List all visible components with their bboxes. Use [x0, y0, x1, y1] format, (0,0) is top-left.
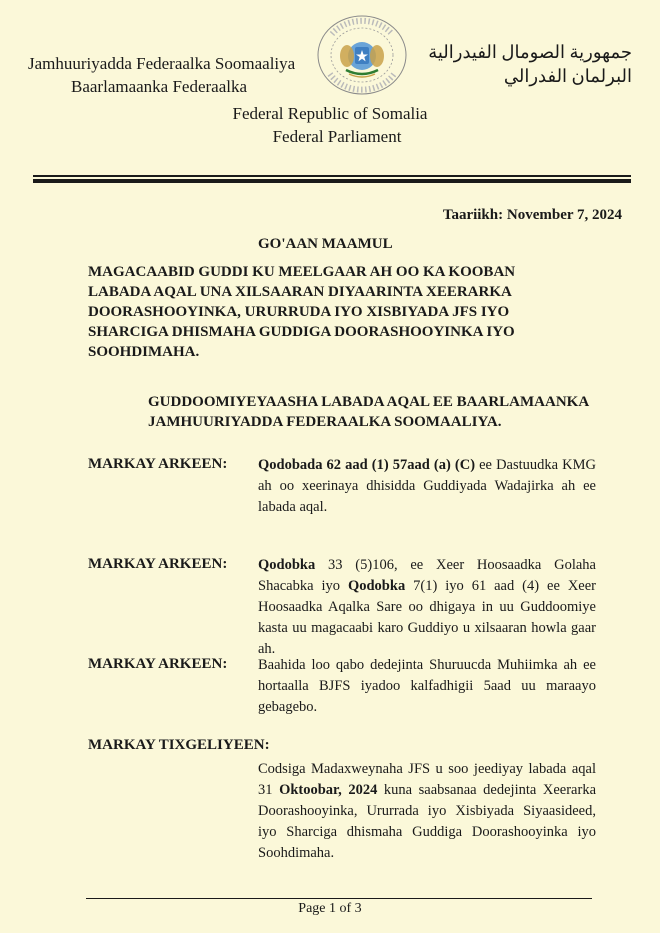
- header-arabic-line1: جمهورية الصومال الفيدرالية: [428, 42, 632, 62]
- header-arabic: [428, 40, 632, 88]
- clause-label: MARKAY TIXGELIYEEN:: [88, 737, 270, 753]
- clause-label: MARKAY ARKEEN:: [88, 656, 228, 672]
- header-somali-line2: Baarlamaanka Federaalka: [71, 77, 248, 96]
- clause-text: [258, 759, 596, 864]
- document-subject: MAGACAABID GUDDI KU MEELGAAR AH OO KA KOOBAN LABADA AQAL UNA XILSAARAN DIYAARINTA XEERARKA DOORASHOOYINKA, URURRUDA IYO XISBIYADA JFS IYO SHARCIGA DHISMAHA GUDDIGA DOORASHOOYINKA IYO SOOHDIMAHA.: [88, 264, 516, 360]
- clause-body: Codsiga Madaxweynaha JFS u soo jeediyay labada aqal 31: [258, 761, 596, 798]
- header-rule-thick: [33, 179, 631, 183]
- clause-bold-ref: Qodobada 62 aad (1) 57aad (a) (C): [258, 457, 476, 473]
- header-english-line2: Federal Parliament: [272, 127, 402, 146]
- clause-body: ee Dastuudka KMG ah oo xeerinaya dhisidda Guddiyada Wadajirka ah ee labada aqal.: [258, 457, 596, 515]
- header-arabic-line2: البرلمان الفدرالي: [503, 66, 632, 86]
- clause-body: 7(1) iyo 61 aad (4) ee Xeer Hoosaadka Aqalka Sare oo dhigaya in uu Guddoomiye kasta uu magacaabi karo Guddiyo u xilsaaran howla gaar ah.: [258, 578, 596, 657]
- document-addressee: GUDDOOMIYEYAASHA LABADA AQAL EE BAARLAMAANKA JAMHUURIYADDA FEDERAALKA SOOMAALIYA.: [148, 394, 589, 430]
- parliament-seal-logo: [316, 14, 408, 96]
- clause-label: MARKAY ARKEEN:: [88, 456, 228, 472]
- clause-label: MARKAY ARKEEN:: [88, 556, 228, 572]
- header-somali: [28, 52, 295, 98]
- clause-body: 33 (5)106, ee Xeer Hoosaadka Golaha Shacabka iyo: [258, 557, 596, 594]
- clause-text: [258, 555, 596, 660]
- header-somali-line1: Jamhuuriyadda Federaalka Soomaaliya: [28, 54, 296, 73]
- clause-bold-ref: Qodobka: [347, 578, 406, 594]
- page-number: Page 1 of 3: [298, 901, 362, 916]
- document-title: GO'AAN MAAMUL: [258, 236, 393, 252]
- header-english-line1: Federal Republic of Somalia: [232, 104, 428, 123]
- clause-bold-ref: Qodobka: [258, 557, 316, 573]
- header-english: [0, 102, 660, 148]
- document-date: Taariikh: November 7, 2024: [442, 207, 622, 223]
- clause-body: kuna saabsanaa dedejinta Xeerarka Doorashooyinka, Ururrada iyo Xisbiyada Siyaasideed, iyo Sharciga dhismaha Guddiga Doorashooyinka iyo Soohdimaha.: [258, 782, 596, 861]
- clause-body: Baahida loo qabo dedejinta Shuruucda Muhiimka ah ee hortaalla BJFS iyadoo kalfadhigii 5aad uu maraayo gebagebo.: [258, 657, 596, 715]
- header-rule-thin: [33, 175, 631, 177]
- footer-rule: [86, 898, 592, 899]
- clause-text: [258, 455, 596, 518]
- clause-text: [258, 655, 596, 718]
- clause-bold-ref: Oktoobar, 2024: [279, 782, 378, 798]
